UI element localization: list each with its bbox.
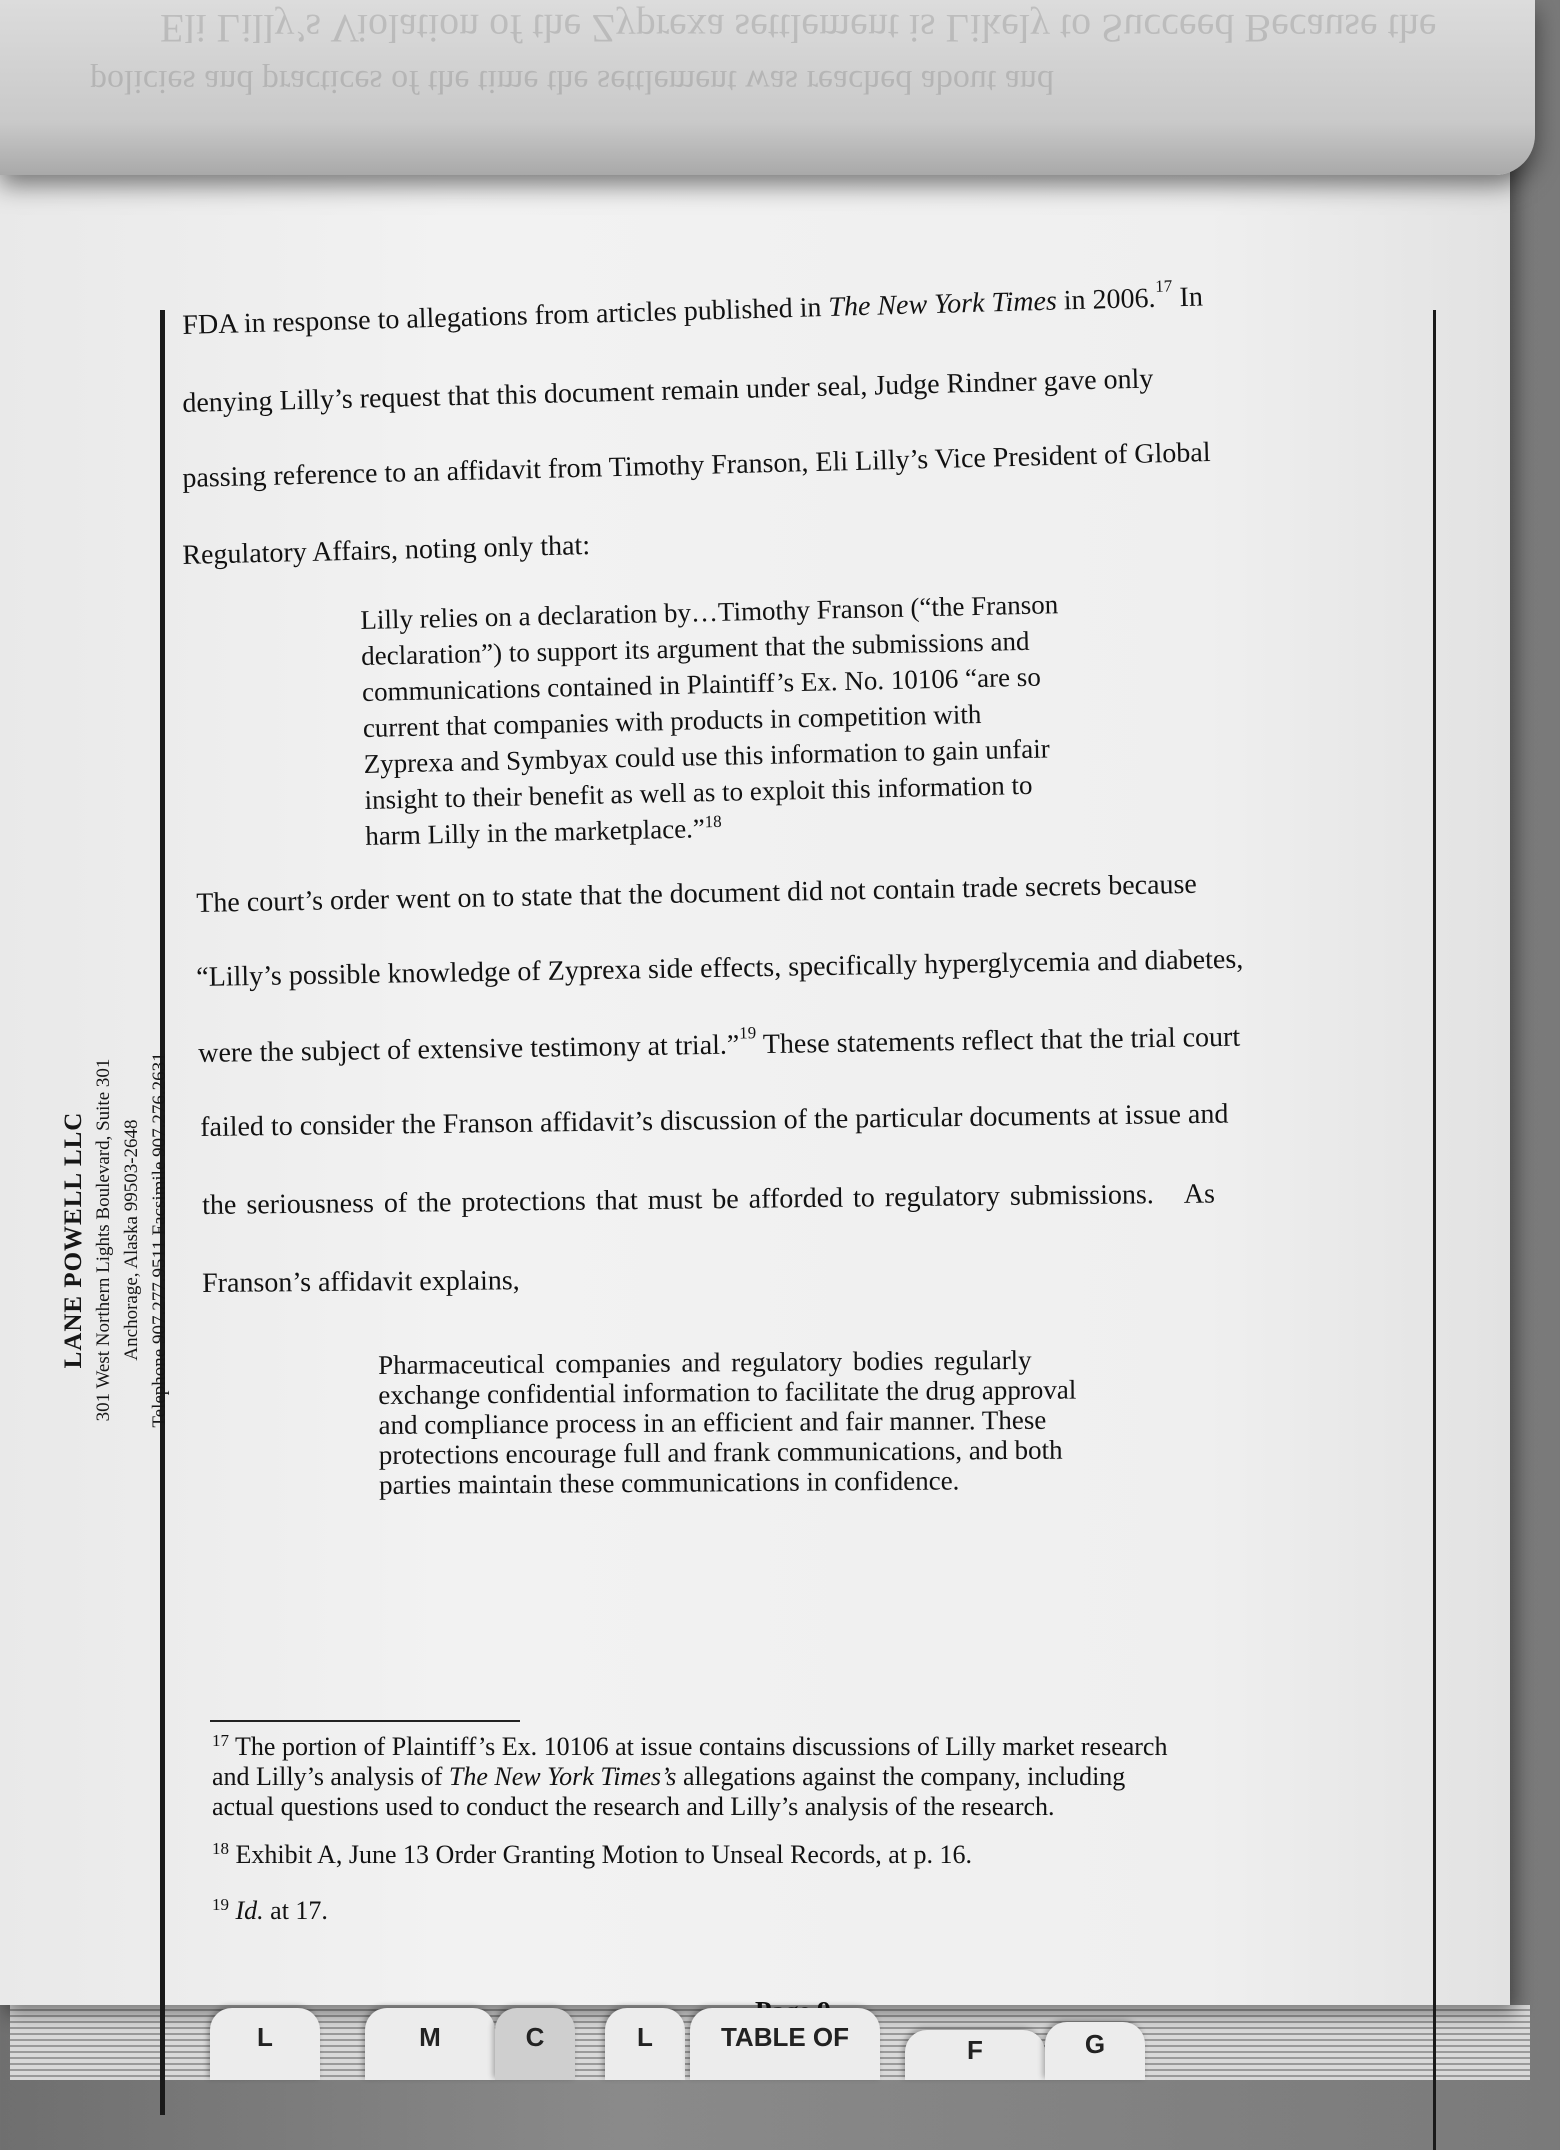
quote-line: protections encourage full and frank communications, and both [378, 1434, 1063, 1470]
quote-line: Zyprexa and Symbyax could use this information to gain unfair [363, 733, 1050, 779]
quote-line: parties maintain these communications in confidence. [378, 1465, 960, 1500]
block-quote [360, 586, 1063, 854]
quote-line: Lilly relies on a declaration by…Timothy Franson (“the Franson [360, 589, 1059, 635]
tab-l[interactable]: L [210, 2008, 320, 2080]
firm-letterhead [58, 980, 174, 1500]
footnote-19: $^{19}$ Id. at 17. [212, 1895, 328, 1925]
body-line: passing reference to an affidavit from Timothy Franson, Eli Lilly’s Vice President of Global [182, 436, 1211, 494]
firm-address-2: Anchorage, Alaska 99503-2648 [121, 1119, 142, 1361]
firm-phone: Telephone 907.277.9511 Facsimile 907.276.2631 [149, 1052, 170, 1428]
body-line: “Lilly’s possible knowledge of Zyprexa side effects, specifically hyperglycemia and diabetes, [196, 943, 1244, 993]
quote-line: exchange confidential information to facilitate the drug approval [378, 1374, 1077, 1410]
right-margin-rule [1433, 310, 1436, 2150]
tab-table-of[interactable]: TABLE OF [690, 2008, 880, 2080]
firm-address-1: 301 West Northern Lights Boulevard, Suite 301 [93, 1058, 114, 1422]
quote-line: current that companies with products in competition with [362, 698, 982, 743]
block-quote [378, 1345, 1077, 1500]
footnote-17: $^{17}$ The portion of Plaintiff’s Ex. 10106 at issue contains discussions of Lilly market research and Lilly’s analysis of The New York Times’s allegations against the company, including actual questions used to conduct the research and Lilly’s analysis of the research. [212, 1731, 1168, 1821]
bleed-text: policies and practices of the time the settlement was reached about and [90, 63, 1054, 100]
quote-line: Pharmaceutical companies and regulatory bodies regularly [378, 1344, 1032, 1380]
tab-g[interactable]: G [1045, 2022, 1145, 2080]
tab-f[interactable]: F [905, 2030, 1045, 2080]
tab-l2[interactable]: L [605, 2008, 685, 2080]
firm-name: LANE POWELL LLC [60, 1111, 87, 1369]
footnote-18: $^{18}$ Exhibit A, June 13 Order Granting Motion to Unseal Records, at p. 16. [212, 1839, 973, 1869]
previous-page-curl [0, 0, 1535, 175]
body-line: were the subject of extensive testimony at trial.”$^{19}$ These statements reflect that the trial court [198, 1021, 1241, 1069]
tab-m[interactable]: M [365, 2008, 495, 2080]
document-page [0, 150, 1510, 2005]
body-line: The court’s order went on to state that the document did not contain trade secrets because [196, 868, 1198, 919]
body-line: FDA in response to allegations from articles published in The New York Times in 2006.17 In [182, 276, 1204, 341]
body-line: failed to consider the Franson affidavit’s discussion of the particular documents at issue and [200, 1098, 1229, 1143]
quote-line: harm Lilly in the marketplace.”$^{18}$ [364, 811, 722, 851]
body-line: the seriousness of the protections that must be afforded to regulatory submissions. As [202, 1178, 1216, 1221]
footnote-separator [210, 1720, 520, 1722]
tab-c[interactable]: C [495, 2008, 575, 2080]
bleed-text: Eli Lilly’s Violation of the Zyprexa settlement is Likely to Succeed Because the [160, 6, 1437, 51]
quote-line: insight to their benefit as well as to exploit this information to [364, 769, 1033, 815]
body-line: Regulatory Affairs, noting only that: [182, 530, 591, 571]
quote-line: communications contained in Plaintiff’s Ex. No. 10106 “are so [361, 661, 1042, 707]
body-line: Franson’s affidavit explains, [202, 1265, 520, 1299]
quote-line: and compliance process in an efficient and fair manner. These [378, 1404, 1047, 1440]
body-line: denying Lilly’s request that this document remain under seal, Judge Rindner gave only [182, 363, 1154, 419]
quote-line: declaration”) to support its argument that the submissions and [360, 625, 1030, 671]
